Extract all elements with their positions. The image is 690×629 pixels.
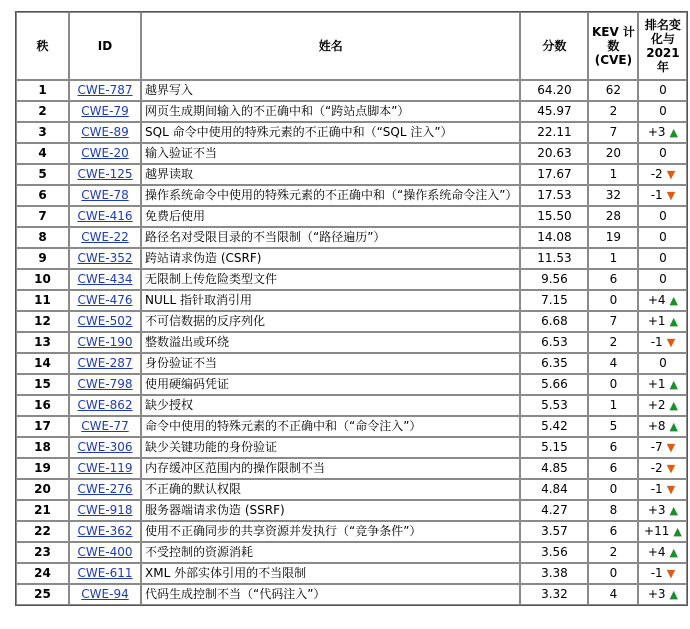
change-value: 0 xyxy=(659,251,667,265)
change-cell xyxy=(638,416,687,437)
kev-cell: 1 xyxy=(588,248,638,269)
score-cell: 20.63 xyxy=(520,143,588,164)
change-cell xyxy=(638,353,687,374)
score-cell: 17.53 xyxy=(520,185,588,206)
triangle-up-icon: ▲ xyxy=(673,525,682,538)
name-cell: 无限制上传危险类型文件 xyxy=(141,269,520,290)
score-cell: 22.11 xyxy=(520,122,588,143)
name-cell: 输入验证不当 xyxy=(141,143,520,164)
cwe-link[interactable]: CWE-190 xyxy=(77,335,133,349)
rank-cell: 1 xyxy=(16,80,69,101)
change-cell xyxy=(638,80,687,101)
header-name: 姓名 xyxy=(141,12,520,80)
cwe-link[interactable]: CWE-276 xyxy=(77,482,133,496)
header-change: 排名变化与 2021 年 xyxy=(638,12,687,80)
triangle-down-icon: ▼ xyxy=(666,462,676,475)
rank-cell: 17 xyxy=(16,416,69,437)
triangle-down-icon: ▼ xyxy=(666,441,676,454)
kev-cell: 2 xyxy=(588,101,638,122)
cwe-link[interactable]: CWE-787 xyxy=(77,83,133,97)
rank-cell: 9 xyxy=(16,248,69,269)
kev-cell: 4 xyxy=(588,353,638,374)
rank-cell: 11 xyxy=(16,290,69,311)
id-cell xyxy=(69,563,141,584)
score-cell: 45.97 xyxy=(520,101,588,122)
rank-cell: 8 xyxy=(16,227,69,248)
cwe-link[interactable]: CWE-22 xyxy=(81,230,129,244)
triangle-down-icon: ▼ xyxy=(666,189,676,202)
kev-cell: 5 xyxy=(588,416,638,437)
score-cell: 15.50 xyxy=(520,206,588,227)
id-cell xyxy=(69,458,141,479)
change-cell xyxy=(638,332,687,353)
rank-cell: 23 xyxy=(16,542,69,563)
cwe-link[interactable]: CWE-416 xyxy=(77,209,133,223)
table-row xyxy=(16,122,687,143)
name-cell: 服务器端请求伪造 (SSRF) xyxy=(141,500,520,521)
kev-cell: 1 xyxy=(588,164,638,185)
change-value: 0 xyxy=(659,209,667,223)
cwe-top25-table xyxy=(15,11,688,606)
table-row xyxy=(16,248,687,269)
score-cell: 3.38 xyxy=(520,563,588,584)
id-cell xyxy=(69,248,141,269)
table-row xyxy=(16,269,687,290)
table-row xyxy=(16,227,687,248)
table-row xyxy=(16,143,687,164)
cwe-link[interactable]: CWE-502 xyxy=(77,314,133,328)
rank-cell: 5 xyxy=(16,164,69,185)
triangle-up-icon: ▲ xyxy=(669,504,679,517)
rank-cell: 19 xyxy=(16,458,69,479)
triangle-up-icon: ▲ xyxy=(669,420,679,433)
change-cell xyxy=(638,185,687,206)
kev-cell: 0 xyxy=(588,563,638,584)
id-cell xyxy=(69,584,141,605)
change-cell xyxy=(638,248,687,269)
rank-cell: 13 xyxy=(16,332,69,353)
change-value: +11 xyxy=(644,524,670,538)
id-cell xyxy=(69,122,141,143)
header-id: ID xyxy=(69,12,141,80)
table-row xyxy=(16,80,687,101)
id-cell xyxy=(69,311,141,332)
rank-cell: 24 xyxy=(16,563,69,584)
kev-cell: 62 xyxy=(588,80,638,101)
rank-cell: 22 xyxy=(16,521,69,542)
id-cell xyxy=(69,80,141,101)
id-cell xyxy=(69,521,141,542)
id-cell xyxy=(69,437,141,458)
header-rank: 秩 xyxy=(16,12,69,80)
table-row xyxy=(16,101,687,122)
id-cell xyxy=(69,542,141,563)
cwe-top25-table-container xyxy=(15,11,688,606)
score-cell: 4.27 xyxy=(520,500,588,521)
change-cell xyxy=(638,458,687,479)
score-cell: 4.84 xyxy=(520,479,588,500)
kev-cell: 2 xyxy=(588,542,638,563)
change-cell xyxy=(638,437,687,458)
change-cell xyxy=(638,542,687,563)
table-header-row xyxy=(16,12,687,80)
score-cell: 5.15 xyxy=(520,437,588,458)
table-row xyxy=(16,374,687,395)
cwe-link[interactable]: CWE-400 xyxy=(77,545,133,559)
table-row xyxy=(16,395,687,416)
id-cell xyxy=(69,185,141,206)
id-cell xyxy=(69,416,141,437)
rank-cell: 4 xyxy=(16,143,69,164)
rank-cell: 3 xyxy=(16,122,69,143)
id-cell xyxy=(69,374,141,395)
name-cell: 命令中使用的特殊元素的不正确中和（“命令注入”） xyxy=(141,416,520,437)
change-value: +2 xyxy=(647,398,666,412)
cwe-link[interactable]: CWE-89 xyxy=(81,125,129,139)
header-score: 分数 xyxy=(520,12,588,80)
id-cell xyxy=(69,101,141,122)
score-cell: 64.20 xyxy=(520,80,588,101)
change-cell xyxy=(638,500,687,521)
score-cell: 5.53 xyxy=(520,395,588,416)
kev-cell: 2 xyxy=(588,332,638,353)
triangle-up-icon: ▲ xyxy=(669,294,679,307)
score-cell: 4.85 xyxy=(520,458,588,479)
cwe-link[interactable]: CWE-287 xyxy=(77,356,133,370)
change-value: +4 xyxy=(647,293,666,307)
name-cell: 身份验证不当 xyxy=(141,353,520,374)
change-cell xyxy=(638,563,687,584)
cwe-link[interactable]: CWE-362 xyxy=(77,524,133,538)
rank-cell: 14 xyxy=(16,353,69,374)
name-cell: 操作系统命令中使用的特殊元素的不正确中和（“操作系统命令注入”） xyxy=(141,185,520,206)
kev-cell: 6 xyxy=(588,269,638,290)
change-value: 0 xyxy=(659,104,667,118)
kev-cell: 28 xyxy=(588,206,638,227)
name-cell: 整数溢出或环绕 xyxy=(141,332,520,353)
change-value: 0 xyxy=(659,230,667,244)
kev-cell: 6 xyxy=(588,521,638,542)
score-cell: 9.56 xyxy=(520,269,588,290)
cwe-link[interactable]: CWE-306 xyxy=(77,440,133,454)
table-row xyxy=(16,479,687,500)
cwe-link[interactable]: CWE-77 xyxy=(81,419,129,433)
id-cell xyxy=(69,206,141,227)
id-cell xyxy=(69,143,141,164)
name-cell: 内存缓冲区范围内的操作限制不当 xyxy=(141,458,520,479)
cwe-link[interactable]: CWE-125 xyxy=(77,167,133,181)
score-cell: 17.67 xyxy=(520,164,588,185)
name-cell: SQL 命令中使用的特殊元素的不正确中和（“SQL 注入”） xyxy=(141,122,520,143)
change-cell xyxy=(638,479,687,500)
cwe-link[interactable]: CWE-611 xyxy=(77,566,133,580)
name-cell: 不正确的默认权限 xyxy=(141,479,520,500)
cwe-link[interactable]: CWE-94 xyxy=(81,587,129,601)
cwe-link[interactable]: CWE-798 xyxy=(77,377,133,391)
rank-cell: 21 xyxy=(16,500,69,521)
change-cell xyxy=(638,269,687,290)
kev-cell: 8 xyxy=(588,500,638,521)
id-cell xyxy=(69,290,141,311)
score-cell: 5.66 xyxy=(520,374,588,395)
cwe-link[interactable]: CWE-476 xyxy=(77,293,133,307)
table-row xyxy=(16,332,687,353)
id-cell xyxy=(69,353,141,374)
name-cell: 缺少授权 xyxy=(141,395,520,416)
triangle-down-icon: ▼ xyxy=(666,567,676,580)
name-cell: 缺少关键功能的身份验证 xyxy=(141,437,520,458)
score-cell: 7.15 xyxy=(520,290,588,311)
rank-cell: 7 xyxy=(16,206,69,227)
rank-cell: 16 xyxy=(16,395,69,416)
rank-cell: 18 xyxy=(16,437,69,458)
name-cell: XML 外部实体引用的不当限制 xyxy=(141,563,520,584)
id-cell xyxy=(69,227,141,248)
table-row xyxy=(16,437,687,458)
change-cell xyxy=(638,311,687,332)
change-value: +3 xyxy=(647,503,666,517)
triangle-up-icon: ▲ xyxy=(669,378,679,391)
change-value: -2 xyxy=(650,167,663,181)
change-value: +3 xyxy=(647,125,666,139)
change-value: -2 xyxy=(650,461,663,475)
id-cell xyxy=(69,500,141,521)
triangle-up-icon: ▲ xyxy=(669,546,679,559)
name-cell: 不可信数据的反序列化 xyxy=(141,311,520,332)
kev-cell: 0 xyxy=(588,290,638,311)
triangle-down-icon: ▼ xyxy=(666,483,676,496)
kev-cell: 1 xyxy=(588,395,638,416)
table-row xyxy=(16,584,687,605)
change-cell xyxy=(638,374,687,395)
id-cell xyxy=(69,479,141,500)
change-cell xyxy=(638,521,687,542)
table-body xyxy=(16,80,687,605)
cwe-link[interactable]: CWE-434 xyxy=(77,272,133,286)
cwe-link[interactable]: CWE-862 xyxy=(77,398,133,412)
change-cell xyxy=(638,395,687,416)
name-cell: 越界读取 xyxy=(141,164,520,185)
id-cell xyxy=(69,269,141,290)
header-kev: KEV 计数 (CVE) xyxy=(588,12,638,80)
change-value: -1 xyxy=(650,566,663,580)
kev-cell: 19 xyxy=(588,227,638,248)
change-value: +4 xyxy=(647,545,666,559)
change-value: 0 xyxy=(659,356,667,370)
change-value: -1 xyxy=(650,335,663,349)
rank-cell: 15 xyxy=(16,374,69,395)
change-value: 0 xyxy=(659,146,667,160)
triangle-down-icon: ▼ xyxy=(666,168,676,181)
name-cell: 网页生成期间输入的不正确中和（“跨站点脚本”） xyxy=(141,101,520,122)
kev-cell: 6 xyxy=(588,458,638,479)
cwe-link[interactable]: CWE-20 xyxy=(81,146,129,160)
score-cell: 3.32 xyxy=(520,584,588,605)
score-cell: 5.42 xyxy=(520,416,588,437)
triangle-up-icon: ▲ xyxy=(669,126,679,139)
rank-cell: 2 xyxy=(16,101,69,122)
id-cell xyxy=(69,395,141,416)
change-value: -1 xyxy=(650,482,663,496)
change-value: 0 xyxy=(659,83,667,97)
kev-cell: 4 xyxy=(588,584,638,605)
score-cell: 6.68 xyxy=(520,311,588,332)
kev-cell: 0 xyxy=(588,479,638,500)
id-cell xyxy=(69,332,141,353)
name-cell: 路径名对受限目录的不当限制（“路径遍历”） xyxy=(141,227,520,248)
score-cell: 6.35 xyxy=(520,353,588,374)
score-cell: 6.53 xyxy=(520,332,588,353)
rank-cell: 20 xyxy=(16,479,69,500)
cwe-link[interactable]: CWE-79 xyxy=(81,104,129,118)
change-value: +1 xyxy=(647,377,666,391)
change-cell xyxy=(638,101,687,122)
score-cell: 11.53 xyxy=(520,248,588,269)
score-cell: 14.08 xyxy=(520,227,588,248)
change-value: 0 xyxy=(659,272,667,286)
table-row xyxy=(16,542,687,563)
triangle-down-icon: ▼ xyxy=(666,336,676,349)
table-row xyxy=(16,416,687,437)
table-row xyxy=(16,185,687,206)
cwe-link[interactable]: CWE-119 xyxy=(77,461,133,475)
name-cell: 使用硬编码凭证 xyxy=(141,374,520,395)
triangle-up-icon: ▲ xyxy=(669,315,679,328)
kev-cell: 7 xyxy=(588,311,638,332)
change-cell xyxy=(638,164,687,185)
name-cell: 跨站请求伪造 (CSRF) xyxy=(141,248,520,269)
change-value: +8 xyxy=(647,419,666,433)
id-cell xyxy=(69,164,141,185)
table-row xyxy=(16,521,687,542)
name-cell: 不受控制的资源消耗 xyxy=(141,542,520,563)
kev-cell: 32 xyxy=(588,185,638,206)
name-cell: 代码生成控制不当（“代码注入”） xyxy=(141,584,520,605)
name-cell: 越界写入 xyxy=(141,80,520,101)
kev-cell: 6 xyxy=(588,437,638,458)
table-row xyxy=(16,353,687,374)
kev-cell: 7 xyxy=(588,122,638,143)
change-cell xyxy=(638,143,687,164)
name-cell: 免费后使用 xyxy=(141,206,520,227)
cwe-link[interactable]: CWE-78 xyxy=(81,188,129,202)
table-row xyxy=(16,458,687,479)
triangle-up-icon: ▲ xyxy=(669,588,679,601)
change-value: -1 xyxy=(650,188,663,202)
table-row xyxy=(16,290,687,311)
kev-cell: 20 xyxy=(588,143,638,164)
cwe-link[interactable]: CWE-352 xyxy=(77,251,133,265)
change-cell xyxy=(638,584,687,605)
change-value: +1 xyxy=(647,314,666,328)
change-cell xyxy=(638,290,687,311)
table-row xyxy=(16,164,687,185)
name-cell: 使用不正确同步的共享资源并发执行（“竞争条件”） xyxy=(141,521,520,542)
score-cell: 3.56 xyxy=(520,542,588,563)
rank-cell: 25 xyxy=(16,584,69,605)
change-cell xyxy=(638,206,687,227)
cwe-link[interactable]: CWE-918 xyxy=(77,503,133,517)
kev-cell: 0 xyxy=(588,374,638,395)
triangle-up-icon: ▲ xyxy=(669,399,679,412)
rank-cell: 10 xyxy=(16,269,69,290)
change-cell xyxy=(638,122,687,143)
table-row xyxy=(16,563,687,584)
change-value: -7 xyxy=(650,440,663,454)
table-row xyxy=(16,500,687,521)
table-row xyxy=(16,206,687,227)
name-cell: NULL 指针取消引用 xyxy=(141,290,520,311)
score-cell: 3.57 xyxy=(520,521,588,542)
rank-cell: 6 xyxy=(16,185,69,206)
table-row xyxy=(16,311,687,332)
change-cell xyxy=(638,227,687,248)
rank-cell: 12 xyxy=(16,311,69,332)
change-value: +3 xyxy=(647,587,666,601)
